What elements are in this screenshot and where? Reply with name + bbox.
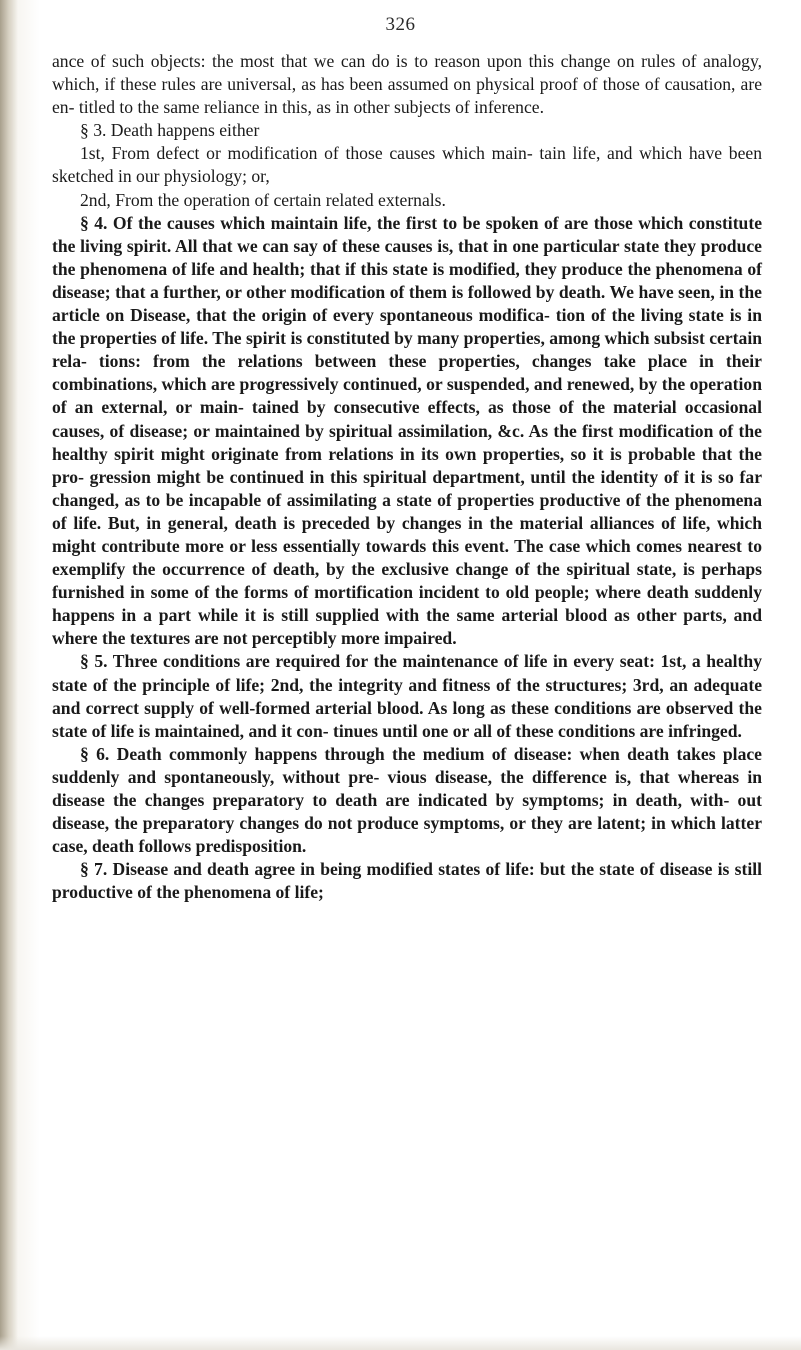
paragraph-section-7: § 7. Disease and death agree in being modified states of life: but the state of disease is still productive of the phenomena of life;	[52, 859, 762, 903]
paragraph-section-3: § 3. Death happens either	[80, 120, 260, 141]
page-body	[52, 50, 762, 904]
paragraph-section-6: § 6. Death commonly happens through the medium of disease: when death takes place suddenly and spontaneously, without pre- vious disease, the difference is, that whereas in disease the changes preparatory to death are indicated by symptoms; in death, with- out disease, the preparatory changes do not produce symptoms, or they are latent; in which latter case, death follows predisposition.	[52, 743, 762, 857]
page-number: 326	[385, 14, 416, 35]
paragraph-section-4: § 4. Of the causes which maintain life, the first to be spoken of are those which constitute the living spirit. All that we can say of these causes is, that in one particular state they produce the phenomena of life and health; that if this state is modified, they produce the phenomena of disease; that a further, or other modification of them is followed by death. We have seen, in the article on Disease, that the origin of every spontaneous modifica- tion of the living state is in the properties of life. The spirit is constituted by many properties, among which subsist certain rela- tions: from the relations between these properties, changes take place in their combinations, which are progressively continued, or suspended, and renewed, by the operation of an external, or main- tained by consecutive effects, as those of the material occasional causes, of disease; or maintained by spiritual assimilation, &c. As the first modification of the healthy spirit might originate from relations in its own properties, so it is probable that the pro- gression might be continued in this spiritual department, until the identity of it is so far changed, as to be incapable of assimilating a state of properties productive of the phenomena of life. But, in general, death is preceded by changes in the material alliances of life, which might contribute more or less essentially towards this event. The case which comes nearest to exemplify the occurrence of death, by the exclusive change of the spiritual state, is perhaps furnished in some of the forms of mortification incident to old people; where death suddenly happens in a part while it is still supplied with the same arterial blood as other parts, and where the textures are not perceptibly more impaired.	[52, 212, 762, 649]
page-bottom-edge	[0, 1336, 801, 1350]
paragraph-second-cause: 2nd, From the operation of certain related externals.	[80, 189, 446, 210]
paragraph-first-cause: 1st, From defect or modification of those causes which main- tain life, and which have been sketched in our physiology; or,	[52, 143, 762, 187]
paragraph-section-5: § 5. Three conditions are required for the maintenance of life in every seat: 1st, a healthy state of the principle of life; 2nd, the integrity and fitness of the structures; 3rd, an adequate and correct supply of well-formed arterial blood. As long as these conditions are observed the state of life is maintained, and it con- tinues until one or all of these conditions are infringed.	[52, 651, 762, 741]
page-spine-shadow	[0, 0, 18, 1350]
paragraph-continuation: ance of such objects: the most that we can do is to reason upon this change on rules of analogy, which, if these rules are universal, as has been assumed on physical proof of those of causation, are en- titled to the same reliance in this, as in other subjects of inference.	[52, 51, 762, 118]
